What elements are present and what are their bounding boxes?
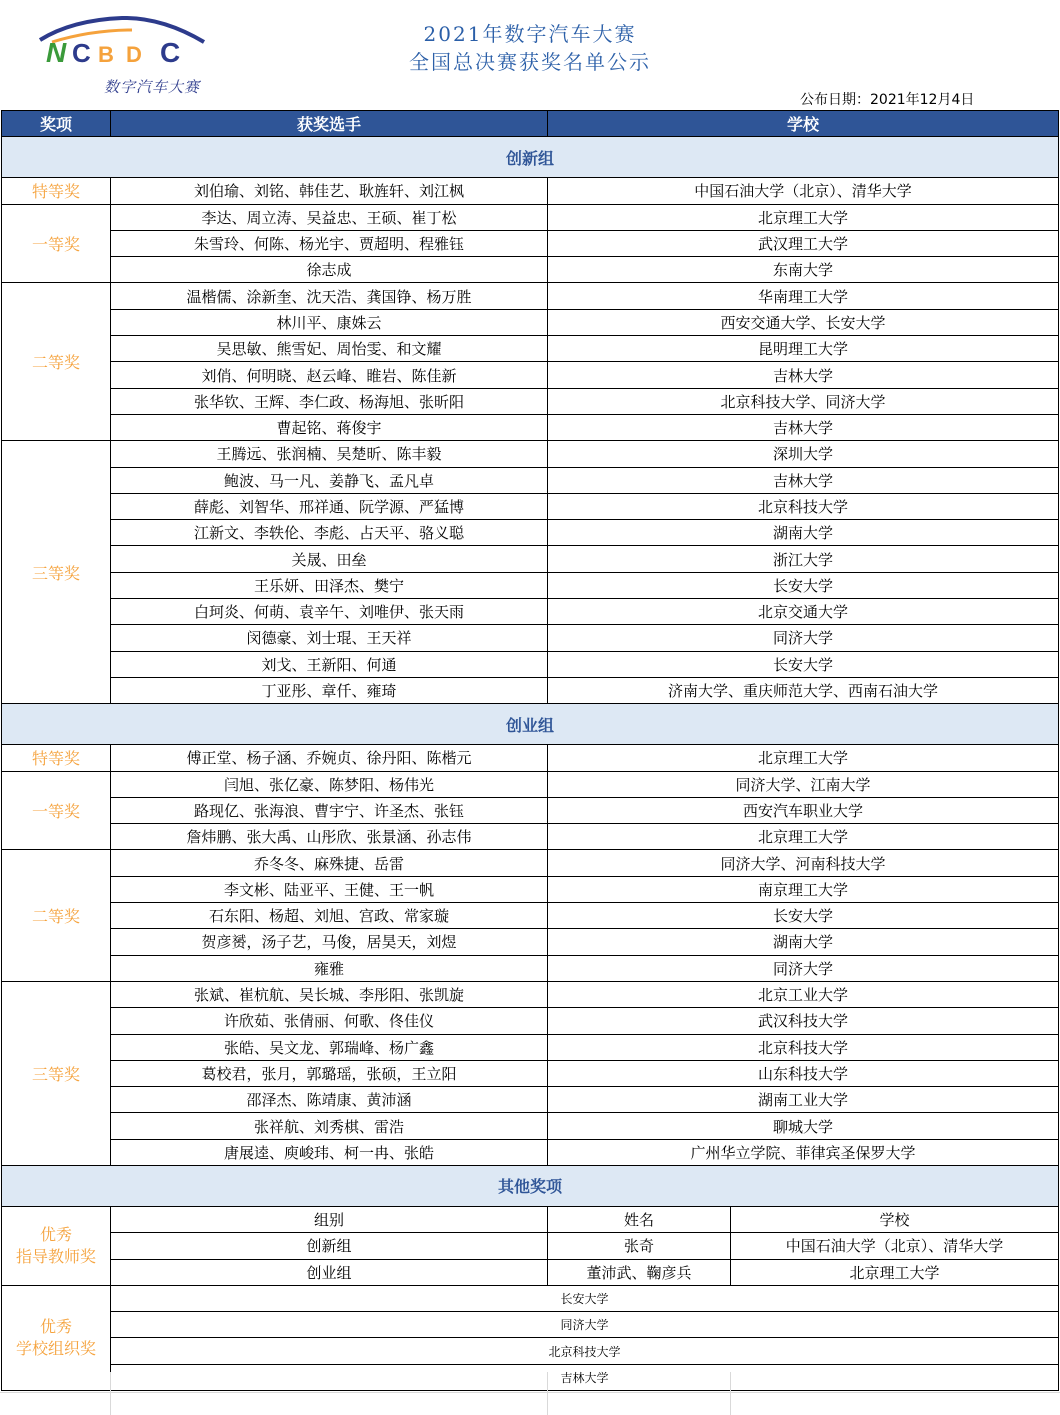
table-row xyxy=(2,309,1059,335)
table-row xyxy=(2,1087,1059,1113)
table-row xyxy=(2,414,1059,440)
school-name: 吉林大学 xyxy=(548,362,1059,388)
award-level: 特等奖 xyxy=(2,178,111,204)
school-name: 北京交通大学 xyxy=(548,599,1059,625)
school-name: 吉林大学 xyxy=(548,414,1059,440)
school-award-name: 长安大学 xyxy=(111,1285,1059,1311)
award-level: 三等奖 xyxy=(2,441,111,704)
table-header-row xyxy=(2,111,1059,137)
school-name: 中国石油大学（北京）、清华大学 xyxy=(548,178,1059,204)
school-name: 北京工业大学 xyxy=(548,981,1059,1007)
svg-text:N: N xyxy=(46,37,67,68)
table-row xyxy=(2,178,1059,204)
school-name: 湖南大学 xyxy=(548,929,1059,955)
svg-text:B: B xyxy=(98,42,114,67)
winner-names: 徐志成 xyxy=(111,257,548,283)
winner-names: 乔冬冬、麻殊捷、岳雷 xyxy=(111,850,548,876)
award-level: 一等奖 xyxy=(2,204,111,283)
svg-text:C: C xyxy=(72,38,91,68)
winner-names: 刘俏、何明晓、赵云峰、睢岩、陈佳新 xyxy=(111,362,548,388)
winner-names: 白珂炎、何萌、袁辛午、刘唯伊、张天雨 xyxy=(111,599,548,625)
table-row xyxy=(2,625,1059,651)
table-row xyxy=(2,572,1059,598)
school-name: 同济大学、江南大学 xyxy=(548,771,1059,797)
table-row xyxy=(2,981,1059,1007)
sheet-gridline xyxy=(730,1372,731,1415)
school-name: 昆明理工大学 xyxy=(548,336,1059,362)
school-award-row xyxy=(2,1285,1059,1311)
winner-names: 邵泽杰、陈靖康、黄沛涵 xyxy=(111,1087,548,1113)
award-level: 二等奖 xyxy=(2,850,111,981)
winner-names: 林川平、康姝云 xyxy=(111,309,548,335)
sheet-gridline xyxy=(0,1392,1060,1393)
teacher-row xyxy=(2,1259,1059,1285)
table-row xyxy=(2,362,1059,388)
table-row xyxy=(2,230,1059,256)
sheet-gridline xyxy=(110,1372,111,1415)
winner-names: 张皓、吴文龙、郭瑞峰、杨广鑫 xyxy=(111,1034,548,1060)
group-header-row xyxy=(2,704,1059,745)
school-name: 北京理工大学 xyxy=(548,204,1059,230)
column-header-school: 学校 xyxy=(548,111,1059,137)
table-row xyxy=(2,599,1059,625)
winner-names: 王腾远、张润楠、吴楚昕、陈丰毅 xyxy=(111,441,548,467)
award-level: 特等奖 xyxy=(2,745,111,771)
winner-names: 唐展逵、庾峻玮、柯一冉、张皓 xyxy=(111,1139,548,1165)
svg-text:C: C xyxy=(160,37,181,68)
school-award-row xyxy=(2,1338,1059,1364)
teacher-col-name: 姓名 xyxy=(548,1206,731,1232)
winner-names: 石东阳、杨超、刘旭、宫政、常家璇 xyxy=(111,903,548,929)
winner-names: 詹炜鹏、张大禹、山彤欣、张景涵、孙志伟 xyxy=(111,824,548,850)
school-award-name: 吉林大学 xyxy=(111,1364,1059,1390)
page-header xyxy=(0,0,1060,110)
table-row xyxy=(2,336,1059,362)
winner-names: 傅正堂、杨子涵、乔婉贞、徐丹阳、陈楷元 xyxy=(111,745,548,771)
publish-date: 公布日期：2021年12月4日 xyxy=(800,92,975,108)
table-row xyxy=(2,388,1059,414)
winner-names: 雍雅 xyxy=(111,955,548,981)
school-name: 吉林大学 xyxy=(548,467,1059,493)
winner-names: 江新文、李轶伦、李彪、占天平、骆义聪 xyxy=(111,520,548,546)
winner-names: 葛校君，张月，郭璐瑶，张硕，王立阳 xyxy=(111,1060,548,1086)
winner-names: 路现亿、张海浪、曹宇宁、许圣杰、张钰 xyxy=(111,797,548,823)
school-name: 深圳大学 xyxy=(548,441,1059,467)
table-row xyxy=(2,876,1059,902)
school-award-name: 同济大学 xyxy=(111,1312,1059,1338)
table-row xyxy=(2,745,1059,771)
group-title: 创新组 xyxy=(2,137,1059,178)
table-row xyxy=(2,850,1059,876)
school-name: 华南理工大学 xyxy=(548,283,1059,309)
teacher-award-label xyxy=(2,1206,111,1285)
teacher-group: 创业组 xyxy=(111,1259,548,1285)
school-name: 北京理工大学 xyxy=(548,745,1059,771)
logo-subtitle: 数字汽车大赛 xyxy=(104,78,201,96)
school-name: 长安大学 xyxy=(548,651,1059,677)
group-header-row xyxy=(2,1165,1059,1206)
winner-names: 李文彬、陆亚平、王健、王一帆 xyxy=(111,876,548,902)
group-title: 创业组 xyxy=(2,704,1059,745)
page-subtitle: 全国总决赛获奖名单公示 xyxy=(409,50,651,74)
school-name: 湖南大学 xyxy=(548,520,1059,546)
school-name: 长安大学 xyxy=(548,903,1059,929)
teacher-header-row xyxy=(2,1206,1059,1232)
group-header-row xyxy=(2,137,1059,178)
teacher-col-school: 学校 xyxy=(731,1206,1059,1232)
winner-names: 李达、周立涛、吴益忠、王硕、崔丁松 xyxy=(111,204,548,230)
teacher-name: 张奇 xyxy=(548,1233,731,1259)
winner-names: 闵德豪、刘士琨、王天祥 xyxy=(111,625,548,651)
table-row xyxy=(2,677,1059,703)
school-name: 东南大学 xyxy=(548,257,1059,283)
table-row xyxy=(2,1034,1059,1060)
school-name: 浙江大学 xyxy=(548,546,1059,572)
winner-names: 薛彪、刘智华、邢祥通、阮学源、严猛博 xyxy=(111,493,548,519)
table-row xyxy=(2,929,1059,955)
table-row xyxy=(2,824,1059,850)
page-title: 2021年数字汽车大赛 xyxy=(423,22,637,46)
award-table xyxy=(1,110,1059,1391)
table-row xyxy=(2,257,1059,283)
other-awards-title: 其他奖项 xyxy=(2,1165,1059,1206)
winner-names: 张祥航、刘秀棋、雷浩 xyxy=(111,1113,548,1139)
winner-names: 闫旭、张亿豪、陈梦阳、杨伟光 xyxy=(111,771,548,797)
table-row xyxy=(2,1060,1059,1086)
table-row xyxy=(2,771,1059,797)
winner-names: 刘伯瑜、刘铭、韩佳艺、耿旌轩、刘江枫 xyxy=(111,178,548,204)
table-row xyxy=(2,955,1059,981)
winner-names: 曹起铭、蒋俊宇 xyxy=(111,414,548,440)
sheet-gridline xyxy=(547,1372,548,1415)
school-name: 广州华立学院、菲律宾圣保罗大学 xyxy=(548,1139,1059,1165)
teacher-school: 北京理工大学 xyxy=(731,1259,1059,1285)
school-name: 南京理工大学 xyxy=(548,876,1059,902)
winner-names: 吴思敏、熊雪妃、周怡雯、和文耀 xyxy=(111,336,548,362)
teacher-name: 董沛武、鞠彦兵 xyxy=(548,1259,731,1285)
school-name: 聊城大学 xyxy=(548,1113,1059,1139)
school-name: 济南大学、重庆师范大学、西南石油大学 xyxy=(548,677,1059,703)
table-row xyxy=(2,520,1059,546)
column-header-award: 奖项 xyxy=(2,111,111,137)
school-name: 同济大学、河南科技大学 xyxy=(548,850,1059,876)
school-award-line1: 优秀 xyxy=(39,1316,72,1336)
school-award-label xyxy=(2,1285,111,1390)
teacher-award-line1: 优秀 xyxy=(39,1224,72,1244)
table-row xyxy=(2,493,1059,519)
table-row xyxy=(2,546,1059,572)
school-award-name: 北京科技大学 xyxy=(111,1338,1059,1364)
school-award-row xyxy=(2,1312,1059,1338)
winner-names: 朱雪玲、何陈、杨光宇、贾超明、程雅钰 xyxy=(111,230,548,256)
school-name: 长安大学 xyxy=(548,572,1059,598)
school-award-line2: 学校组织奖 xyxy=(15,1338,96,1358)
svg-text:D: D xyxy=(126,42,142,67)
school-name: 北京科技大学 xyxy=(548,1034,1059,1060)
winner-names: 张华钦、王辉、李仁政、杨海旭、张昕阳 xyxy=(111,388,548,414)
school-name: 西安汽车职业大学 xyxy=(548,797,1059,823)
school-name: 武汉科技大学 xyxy=(548,1008,1059,1034)
winner-names: 刘戈、王新阳、何通 xyxy=(111,651,548,677)
winner-names: 鲍波、马一凡、姜静飞、孟凡卓 xyxy=(111,467,548,493)
teacher-group: 创新组 xyxy=(111,1233,548,1259)
teacher-award-line2: 指导教师奖 xyxy=(15,1246,96,1266)
winner-names: 贺彦赟，汤子艺，马俊，居昊天，刘煜 xyxy=(111,929,548,955)
award-level: 三等奖 xyxy=(2,981,111,1165)
school-name: 北京科技大学、同济大学 xyxy=(548,388,1059,414)
winner-names: 温楷儒、涂新奎、沈天浩、龚国铮、杨万胜 xyxy=(111,283,548,309)
school-name: 北京理工大学 xyxy=(548,824,1059,850)
school-name: 同济大学 xyxy=(548,955,1059,981)
table-row xyxy=(2,283,1059,309)
school-award-row xyxy=(2,1364,1059,1390)
winner-names: 关晟、田垒 xyxy=(111,546,548,572)
school-name: 北京科技大学 xyxy=(548,493,1059,519)
award-level: 一等奖 xyxy=(2,771,111,850)
table-row xyxy=(2,204,1059,230)
award-level: 二等奖 xyxy=(2,283,111,441)
table-row xyxy=(2,1113,1059,1139)
school-name: 湖南工业大学 xyxy=(548,1087,1059,1113)
table-row xyxy=(2,441,1059,467)
winner-names: 丁亚彤、章仟、雍琦 xyxy=(111,677,548,703)
table-row xyxy=(2,467,1059,493)
winner-names: 许欣茹、张倩丽、何歌、佟佳仪 xyxy=(111,1008,548,1034)
teacher-col-group: 组别 xyxy=(111,1206,548,1232)
school-name: 山东科技大学 xyxy=(548,1060,1059,1086)
table-row xyxy=(2,797,1059,823)
school-name: 同济大学 xyxy=(548,625,1059,651)
teacher-row xyxy=(2,1233,1059,1259)
column-header-players: 获奖选手 xyxy=(111,111,548,137)
table-row xyxy=(2,651,1059,677)
winner-names: 王乐妍、田泽杰、樊宁 xyxy=(111,572,548,598)
table-row xyxy=(2,1139,1059,1165)
winner-names: 张斌、崔杭航、吴长城、李彤阳、张凯旋 xyxy=(111,981,548,1007)
school-name: 西安交通大学、长安大学 xyxy=(548,309,1059,335)
school-name: 武汉理工大学 xyxy=(548,230,1059,256)
teacher-school: 中国石油大学（北京）、清华大学 xyxy=(731,1233,1059,1259)
table-row xyxy=(2,903,1059,929)
table-row xyxy=(2,1008,1059,1034)
